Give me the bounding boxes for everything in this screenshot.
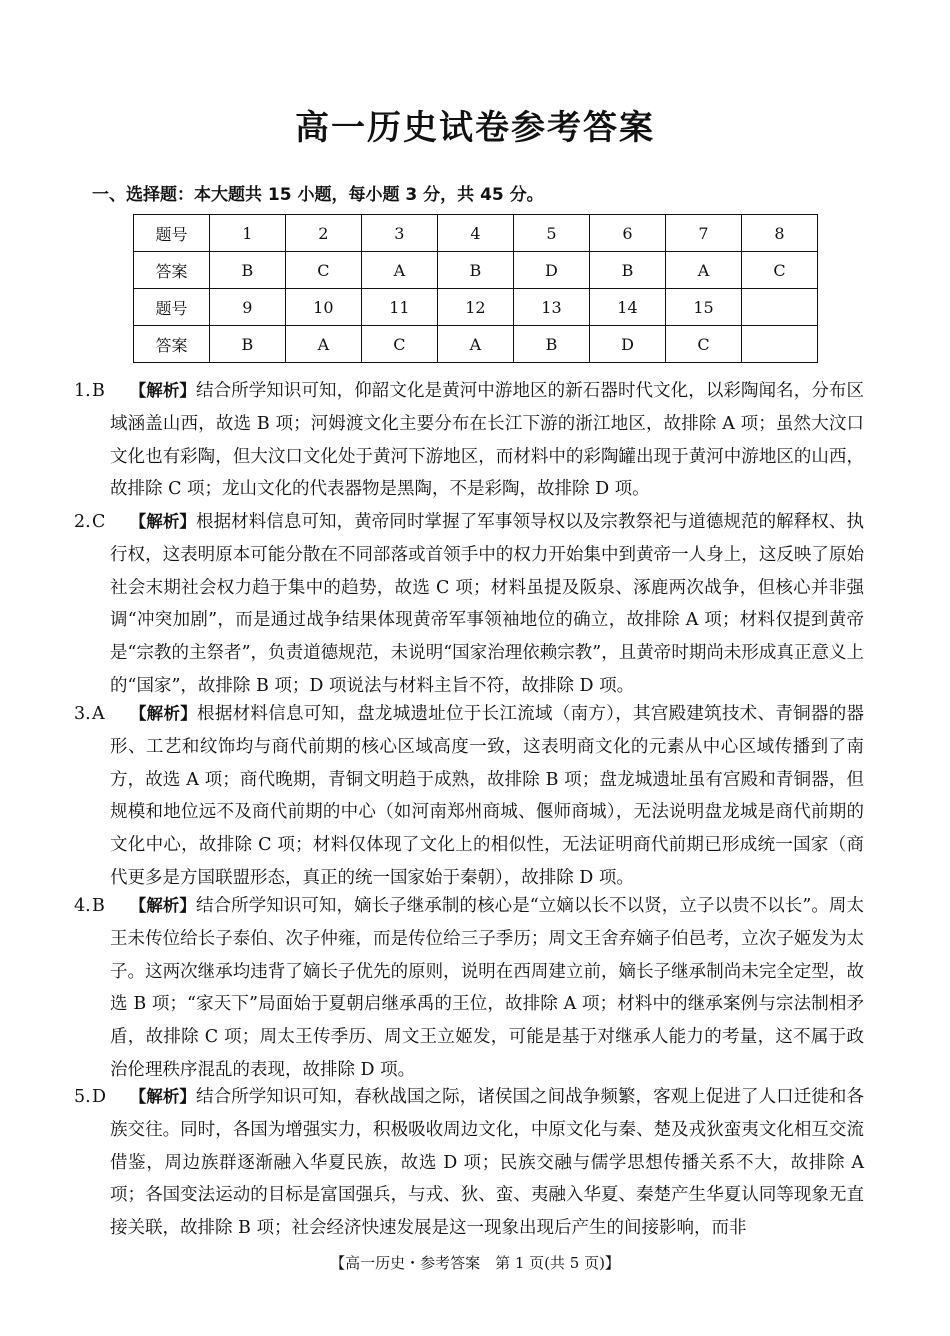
table-cell: 11 <box>361 289 437 326</box>
answer-letter: B <box>92 896 105 916</box>
explanation-text: 结合所学知识可知，春秋战国之际，诸侯国之间战争频繁，客观上促进了人口迁徙和各族交往。同时，各国为增强实力，积极吸收周边文化，中原文化与秦、楚及戎狄蛮夷文化相互交流借鉴，周边族群逐渐融入华夏民族，故选 D 项；民族交融与儒学思想传播关系不大，故排除 A 项；各国变法运动的目标是富国强兵，与戎、狄、蛮、夷融入华夏、秦楚产生华夏认同等现象无直接关联，故排除 B 项；社会经济快速发展是这一现象出现后产生的间接影响，而非 <box>110 1087 864 1239</box>
answer-letter: C <box>92 512 106 532</box>
table-cell <box>742 289 818 326</box>
table-cell: D <box>589 326 665 363</box>
table-cell: D <box>513 252 589 289</box>
table-cell: 7 <box>666 215 742 252</box>
table-cell: A <box>666 252 742 289</box>
answer-letter: B <box>92 381 105 401</box>
row-header-cell: 题号 <box>134 289 210 326</box>
table-cell: C <box>285 252 361 289</box>
question-number: 3. <box>74 704 91 724</box>
answer-explanation <box>74 890 865 1087</box>
table-cell: 6 <box>589 215 665 252</box>
explanation-text: 结合所学知识可知，仰韶文化是黄河中游地区的新石器时代文化，以彩陶闻名，分布区域涵盖山西，故选 B 项；河姆渡文化主要分布在长江下游的浙江地区，故排除 A 项；虽然大汶口文化也有彩陶，但大汶口文化处于黄河下游地区，而材料中的彩陶罐出现于黄河中游地区的山西，故排除 C 项；龙山文化的代表器物是黑陶，不是彩陶，故排除 D 项。 <box>110 381 864 500</box>
answer-letter: A <box>92 704 105 724</box>
analysis-tag: 【解析】 <box>129 1087 196 1106</box>
table-cell: A <box>285 326 361 363</box>
table-cell: C <box>666 326 742 363</box>
table-cell: 12 <box>437 289 513 326</box>
page-footer: 【高一历史・参考答案 第 1 页(共 5 页)】 <box>330 1254 620 1272</box>
row-header-cell: 答案 <box>134 326 210 363</box>
table-cell: 8 <box>742 215 818 252</box>
analysis-tag: 【解析】 <box>129 704 198 723</box>
answer-letter: D <box>92 1087 107 1107</box>
table-cell: 5 <box>513 215 589 252</box>
table-cell: 15 <box>666 289 742 326</box>
page-title: 高一历史试卷参考答案 <box>295 108 655 148</box>
question-number: 1. <box>74 381 91 401</box>
answer-explanation <box>74 506 864 703</box>
table-row <box>134 252 818 289</box>
answer-explanation <box>74 1081 864 1245</box>
explanation-text: 根据材料信息可知，盘龙城遗址位于长江流域（南方），其宫殿建筑技术、青铜器的器形、工艺和纹饰均与商代前期的核心区域高度一致，这表明商文化的元素从中心区域传播到了南方，故选 A 项；商代晚期，青铜文明趋于成熟，故排除 B 项；盘龙城遗址虽有宫殿和青铜器，但规模和地位远不及商代前期的中心（如河南郑州商城、偃师商城），无法说明盘龙城是商代前期的文化中心，故排除 C 项；材料仅体现了文化上的相似性，无法证明商代前期已形成统一国家（商代更多是方国联盟形态，真正的统一国家始于秦朝），故排除 D 项。 <box>110 704 865 888</box>
table-row <box>134 289 818 326</box>
table-cell <box>742 326 818 363</box>
table-cell: C <box>361 326 437 363</box>
analysis-tag: 【解析】 <box>129 381 196 400</box>
question-number: 5. <box>74 1087 91 1107</box>
table-cell: B <box>513 326 589 363</box>
table-row <box>134 215 818 252</box>
explanation-text: 根据材料信息可知，黄帝同时掌握了军事领导权以及宗教祭祀与道德规范的解释权、执行权，这表明原本可能分散在不同部落或首领手中的权力开始集中到黄帝一人身上，这反映了原始社会末期社会权力趋于集中的趋势，故选 C 项；材料虽提及阪泉、涿鹿两次战争，但核心并非强调“冲突加剧”，而是通过战争结果体现黄帝军事领袖地位的确立，故排除 A 项；材料仅提到黄帝是“宗教的主祭者”，负责道德规范，未说明“国家治理依赖宗教”，且黄帝时期尚未形成真正意义上的“国家”，故排除 B 项；D 项说法与材料主旨不符，故排除 D 项。 <box>110 512 864 696</box>
table-cell: 10 <box>285 289 361 326</box>
answer-table <box>133 214 818 363</box>
explanation-text: 结合所学知识可知，嫡长子继承制的核心是“立嫡以长不以贤，立子以贵不以长”。周太王未传位给长子泰伯、次子仲雍，而是传位给三子季历；周文王舍弃嫡子伯邑考，立次子姬发为太子。这两次继承均违背了嫡长子优先的原则，说明在西周建立前，嫡长子继承制尚未完全定型，故选 B 项；“家天下”局面始于夏朝启继承禹的王位，故排除 A 项；材料中的继承案例与宗法制相矛盾，故排除 C 项；周太王传季历、周文王立姬发，可能是基于对继承人能力的考量，这不属于政治伦理秩序混乱的表现，故排除 D 项。 <box>110 896 865 1080</box>
table-cell: 2 <box>285 215 361 252</box>
section-heading: 一、选择题：本大题共 15 小题，每小题 3 分，共 45 分。 <box>92 185 544 205</box>
analysis-tag: 【解析】 <box>129 896 196 915</box>
row-header-cell: 题号 <box>134 215 210 252</box>
table-cell: 13 <box>513 289 589 326</box>
table-row <box>134 326 818 363</box>
table-cell: 14 <box>589 289 665 326</box>
table-cell: C <box>742 252 818 289</box>
table-cell: B <box>589 252 665 289</box>
answer-explanation <box>74 375 864 506</box>
table-cell: 3 <box>361 215 437 252</box>
table-cell: B <box>209 252 285 289</box>
table-cell: A <box>437 326 513 363</box>
table-cell: 4 <box>437 215 513 252</box>
table-cell: B <box>209 326 285 363</box>
question-number: 4. <box>74 896 91 916</box>
answer-explanation <box>74 698 865 895</box>
question-number: 2. <box>74 512 91 532</box>
table-cell: 1 <box>209 215 285 252</box>
table-cell: 9 <box>209 289 285 326</box>
row-header-cell: 答案 <box>134 252 210 289</box>
table-cell: B <box>437 252 513 289</box>
table-cell: A <box>361 252 437 289</box>
analysis-tag: 【解析】 <box>129 512 196 531</box>
